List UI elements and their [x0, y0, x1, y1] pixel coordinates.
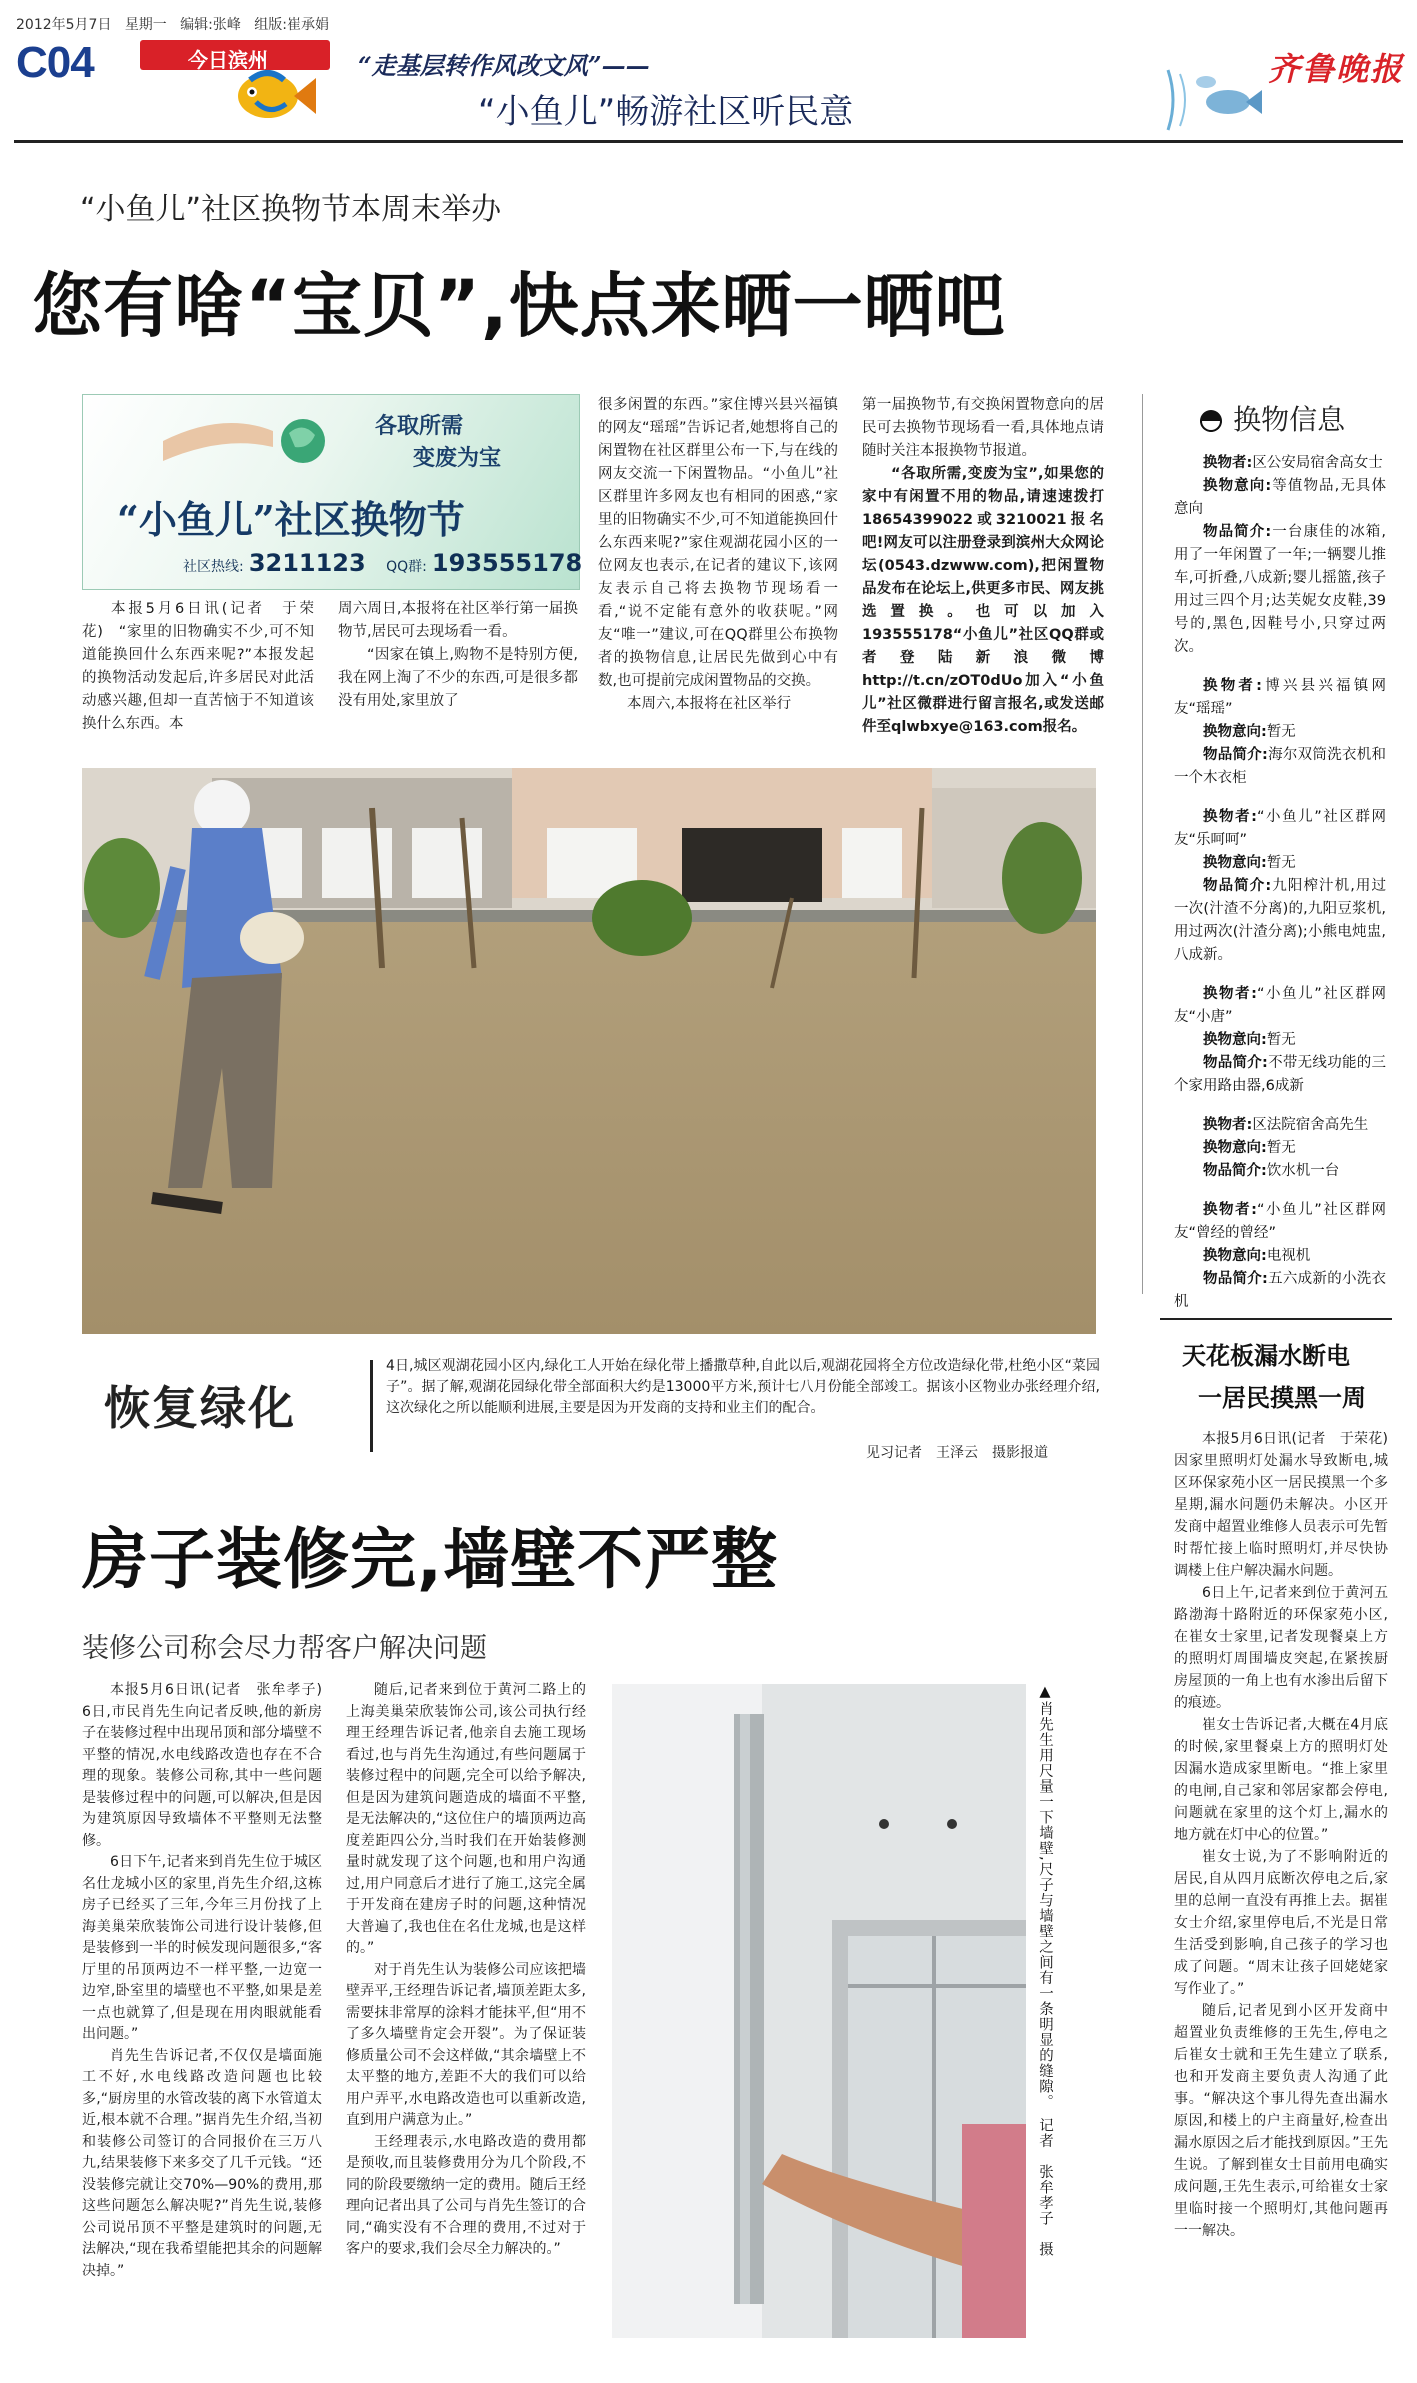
exchange-entry-value: 博兴县兴福镇网友“瑶瑶” [1174, 678, 1386, 717]
paragraph: 崔女士说,为了不影响附近的居民,自从四月底断次停电之后,家里的总闸一直没有再推上去。据崔女士介绍,家里停电后,不光是日常生活受到影响,自己孩子的学习也成了问题。“周末让孩子回姥姥家写作业了。” [1174, 1849, 1388, 1997]
exchange-entry-label: 换物者: [1203, 1117, 1253, 1133]
paragraph: 王经理表示,水电路改造的费用都是预收,而且装修费用分为几个阶段,不同的阶段要缴纳一定的费用。随后王经理向记者出具了公司与肖先生签订的合同,“确实没有不合理的费用,不过对于客户的要求,我们会尽全力解决的。” [346, 2133, 586, 2257]
paragraph: 本周六,本报将在社区举行 [627, 696, 792, 712]
paragraph: 很多闲置的东西。”家住博兴县兴福镇的网友“瑶瑶”告诉记者,她想将自己的闲置物在社区群里公布一下,与在线的网友交流一下闲置物品。“小鱼儿”社区群里许多网友也有相同的困惑,“家里的旧物确实不少,可不知道能换回什么东西来呢?”家住观湖花园小区的一位网友也表示,在记者的建议下,该网友表示自己将去换物节现场看一看,“说不定能有意外的收获呢。”网友“唯一”建议,可在QQ群里公布换物者的换物信息,让居民先做到心中有数,也可提前完成闲置物品的交换。 [598, 397, 838, 689]
exchange-info-title: 换物信息 [1233, 403, 1346, 436]
exchange-entry-line [1174, 852, 1386, 875]
exchange-entry-value: 五六成新的小洗衣机 [1174, 1271, 1386, 1310]
exchange-entry-value: 暂无 [1266, 1140, 1296, 1156]
paragraph: “各取所需,变废为宝”,如果您的家中有闲置不用的物品,请速速拨打18654399022或3210021报名吧!网友可以注册登录到滨州大众网论坛(0543.dzwww.com),把闲置物品发布在论坛上,供更多市民、网友挑选置换。也可以加入193555178“小鱼儿”社区QQ群或者登陆新浪微博http://t.cn/zOT0dUo加入“小鱼儿”社区微群进行留言报名,或发送邮件至qlwbxye@163.com报名。 [862, 466, 1104, 735]
sidebar-bottom-rule [1160, 1318, 1392, 1320]
exchange-entry-value: 区法院宿舍高先生 [1252, 1117, 1369, 1133]
paragraph: 随后,记者见到小区开发商中超置业负责维修的王先生,停电之后崔女士就和王先生建立了联系,也和开发商主要负责人沟通了此事。“解决这个事儿得先查出漏水原因,和楼上的户主商量好,检查出漏水原因之后才能找到原因。”王先生说。了解到崔女士目前用电确实成问题,王先生表示,可给崔女士家里临时接一个照明灯,其他问题再一一解决。 [1174, 2003, 1388, 2239]
hands-globe-icon [163, 401, 333, 481]
exchange-entry-line [1174, 452, 1386, 475]
exchange-entry-value: “小鱼儿”社区群网友“小唐” [1174, 986, 1386, 1025]
exchange-entry-value: 一台康佳的冰箱,用了一年闲置了一年;一辆婴儿推车,可折叠,八成新;婴儿摇篮,孩子用过三四个月;达芙妮女皮鞋,39号的,黑色,因鞋号小,只穿过两次。 [1174, 524, 1386, 655]
qq-label: QQ群: [386, 559, 427, 575]
wall-measurement-illustration [612, 1684, 1026, 2338]
sidebar-story-headline-2: 一居民摸黑一周 [1198, 1384, 1366, 1412]
exchange-entry [1174, 1199, 1386, 1314]
feature-credit: 见习记者 王泽云 摄影报道 [866, 1445, 1048, 1461]
exchange-entry-line [1174, 1160, 1386, 1183]
exchange-entry-value: 不带无线功能的三个家用路由器,6成新 [1174, 1055, 1386, 1094]
paragraph: 周六周日,本报将在社区举行第一届换物节,居民可去现场看一看。 [338, 601, 578, 640]
exchange-entry-line [1174, 875, 1386, 967]
decorative-fish-icon [1158, 60, 1278, 140]
paragraph: 崔女士告诉记者,大概在4月底的时候,家里餐桌上方的照明灯处因漏水造成家里断电。“推上家里的电闸,自己家和邻居家都会停电,问题就在家里的这个灯上,漏水的地方就在灯中心的位置。” [1174, 1717, 1388, 1843]
feature-title-rule [370, 1360, 373, 1452]
exchange-entry-label: 换物意向: [1203, 855, 1267, 871]
exchange-entry-label: 物品简介: [1203, 1163, 1267, 1179]
article1-column-4 [862, 394, 1104, 739]
exchange-entry-line [1174, 1199, 1386, 1245]
exchange-entry-value: 海尔双筒洗衣机和一个木衣柜 [1174, 747, 1386, 786]
exchange-entry-value: 区公安局宿舍高女士 [1252, 455, 1383, 471]
greening-photo [82, 768, 1096, 1334]
section-name: 今日滨州 [188, 48, 268, 72]
sidebar-divider [1142, 394, 1143, 1294]
exchange-entry-value: 暂无 [1266, 724, 1296, 740]
slogan-main: “小鱼儿”畅游社区听民意 [478, 92, 854, 132]
paragraph: 6日上午,记者来到位于黄河五路渤海十路附近的环保家苑小区,在崔女士家里,记者发现餐桌上方的照明灯周围墙皮突起,在紧挨厨房屋顶的一角上也有水渗出后留下的痕迹。 [1174, 1585, 1388, 1711]
banner-slogan-1: 各取所需 [375, 413, 464, 439]
paragraph: 随后,记者来到位于黄河二路上的上海美巢荣欣装饰公司,该公司执行经理王经理告诉记者,他亲自去施工现场看过,也与肖先生沟通过,有些问题属于装修过程中的问题,完全可以给予解决,但是因为建筑问题造成的墙面不平整,是无法解决的,“这位住户的墙顶两边高度差距四公分,当时我们在开始装修测量时就发现了这个问题,也和用户沟通过,用户同意后才进行了施工,这完全属于开发商在建房子时的问题,这种情况大普遍了,我也住在名仕龙城,也是这样的。” [346, 1682, 586, 1956]
exchange-entry-line [1174, 744, 1386, 790]
masthead [0, 0, 1417, 140]
exchange-entry-line [1174, 1245, 1386, 1268]
banner-contact [183, 549, 582, 577]
qq-number: 193555178 [431, 549, 583, 577]
banner-title: “小鱼儿”社区换物节 [117, 497, 465, 542]
exchange-entry-value: 饮水机一台 [1266, 1163, 1340, 1179]
article1-kicker: “小鱼儿”社区换物节本周末举办 [80, 192, 502, 227]
exchange-entry-label: 换物意向: [1203, 724, 1267, 740]
exchange-entry-line [1174, 1137, 1386, 1160]
article1-column-1 [82, 598, 314, 736]
exchange-entry-label: 换物意向: [1203, 1140, 1267, 1156]
exchange-entry-value: “小鱼儿”社区群网友“乐呵呵” [1174, 809, 1386, 848]
exchange-entry-line [1174, 1052, 1386, 1098]
exchange-entry [1174, 1114, 1386, 1183]
exchange-entry-line [1174, 521, 1386, 659]
slogan-top: “走基层转作风改文风”—— [358, 51, 650, 80]
sidebar-story-headline-1: 天花板漏水断电 [1182, 1342, 1350, 1370]
exchange-entry-label: 换物者: [1203, 1202, 1257, 1218]
paragraph: “因家在镇上,购物不是特别方便,我在网上淘了不少的东西,可是很多都没有用处,家里放了 [338, 647, 578, 709]
banner-slogan-2: 变废为宝 [413, 445, 502, 471]
masthead-divider [14, 140, 1403, 143]
feature-caption: 4日,城区观湖花园小区内,绿化工人开始在绿化带上播撒草种,自此以后,观湖花园将全方位改造绿化带,杜绝小区“菜园子”。据了解,观湖花园绿化带全部面积大约是13000平方米,预计七八月份能全部竣工。据该小区物业办张经理介绍,这次绿化之所以能顺利进展,主要是因为开发商的支持和业主们的配合。 [386, 1358, 1100, 1416]
paragraph: 本报5月6日讯(记者 于荣花) “家里的旧物确实不少,可不知道能换回什么东西来呢?”本报发起的换物活动发起后,许多居民对此活动感兴趣,但却一直苦恼于不知道该换什么东西。本 [82, 601, 314, 732]
exchange-entry-label: 换物意向: [1203, 1032, 1267, 1048]
exchange-entry-value: 电视机 [1266, 1248, 1311, 1264]
exchange-entry [1174, 452, 1386, 659]
exchange-entry-line [1174, 475, 1386, 521]
exchange-entry-line [1174, 675, 1386, 721]
exchange-entry-line [1174, 721, 1386, 744]
feature-title: 恢复绿化 [104, 1381, 296, 1435]
exchange-entry-label: 物品简介: [1203, 1271, 1268, 1287]
article1-headline: 您有啥“宝贝”,快点来晒一晒吧 [32, 265, 1006, 347]
exchange-entry-label: 物品简介: [1203, 524, 1272, 540]
hotline-label: 社区热线: [183, 559, 244, 575]
paragraph: 本报5月6日讯(记者 于荣花) 因家里照明灯处漏水导致断电,城区环保家苑小区一居民摸黑一个多星期,漏水问题仍未解决。小区开发商中超置业维修人员表示可先暂时帮忙接上临时照明灯,并尽快协调楼上住户解决漏水问题。 [1174, 1431, 1402, 1579]
exchange-entry-label: 物品简介: [1203, 1055, 1268, 1071]
editor-credit: 编辑:张峰 [180, 17, 241, 33]
exchange-entry-value: “小鱼儿”社区群网友“曾经的曾经” [1174, 1202, 1386, 1241]
sidebar-story-body [1174, 1428, 1402, 2242]
exchange-entry-label: 换物意向: [1203, 1248, 1267, 1264]
exchange-entry [1174, 806, 1386, 967]
exchange-entry-label: 物品简介: [1203, 878, 1272, 894]
date-bar [16, 14, 329, 34]
exchange-entry-value: 暂无 [1266, 855, 1296, 871]
exchange-info-icon [1200, 410, 1222, 432]
wall-photo [612, 1684, 1026, 2338]
article2-headline: 房子装修完,墙壁不严整 [82, 1521, 779, 1598]
paragraph: 本报5月6日讯(记者 张牟孝子) 6日,市民肖先生向记者反映,他的新房子在装修过程中出现吊顶和部分墙壁不平整的情况,水电线路改造也存在不合理的现象。装修公司称,其中一些问题是装修过程中的问题,可以解决,但是因为建筑原因导致墙体不平整则无法整修。 [82, 1682, 336, 1849]
exchange-entry-line [1174, 983, 1386, 1029]
wall-photo-caption: ▲肖先生用尺量一下墙壁,尺子与墙壁之间有一条明显的缝隙。 记者 张牟孝子 摄 [1037, 1684, 1053, 2258]
exchange-entry-label: 换物者: [1203, 809, 1257, 825]
paragraph: 肖先生告诉记者,不仅仅是墙面施工不好,水电线路改造问题也比较多,“厨房里的水管改装的离下水管道太近,根本就不合理。”据肖先生介绍,当初和装修公司签订的合同报价在三万八九,结果装修下来多交了几千元钱。“还没装修完就让交70%—90%的费用,那这些问题怎么解决呢?”肖先生说,装修公司说吊顶不平整是建筑时的问题,无法解决,“现在我希望能把其余的问题解决掉。” [82, 2047, 322, 2279]
exchange-entry-line [1174, 1114, 1386, 1137]
article2-column-1 [82, 1680, 336, 2282]
page-code: C04 [16, 38, 94, 87]
exchange-info-list [1174, 452, 1386, 1330]
greening-scene-illustration [82, 768, 1096, 1334]
exchange-entry [1174, 983, 1386, 1098]
exchange-entry-line [1174, 806, 1386, 852]
layout-credit: 组版:崔承娟 [254, 17, 329, 33]
paragraph: 对于肖先生认为装修公司应该把墙壁弄平,王经理告诉记者,墙顶差距太多,需要抹非常厚的涂料才能抹平,但“用不了多久墙壁肯定会开裂”。为了保证装修质量公司不会这样做,“其余墙壁上不太平整的地方,差距不大的我们可以给用户弄平,水电路改造也可以重新改造,直到用户满意为止。” [346, 1961, 586, 2128]
exchange-info-header [1200, 398, 1345, 438]
exchange-banner [82, 394, 583, 590]
article1-column-2 [338, 598, 578, 713]
article2-column-2 [346, 1680, 586, 2261]
weekday: 星期一 [124, 17, 167, 33]
exchange-entry-value: 九阳榨汁机,用过一次(汁渣不分离)的,九阳豆浆机,用过两次(汁渣分离);小熊电炖盅,八成新。 [1174, 878, 1386, 963]
exchange-entry-label: 换物者: [1203, 455, 1253, 471]
exchange-entry-value: 暂无 [1266, 1032, 1296, 1048]
hotline-number: 3211123 [248, 549, 366, 577]
exchange-entry-line [1174, 1268, 1386, 1314]
exchange-entry-line [1174, 1029, 1386, 1052]
exchange-entry-label: 换物者: [1203, 678, 1262, 694]
paragraph: 第一届换物节,有交换闲置物意向的居民可去换物节现场看一看,具体地点请随时关注本报换物节报道。 [862, 397, 1104, 459]
paragraph: 6日下午,记者来到肖先生位于城区名仕龙城小区的家里,肖先生介绍,这栋房子已经买了三年,今年三月份找了上海美巢荣欣装饰公司进行设计装修,但是装修到一半的时候发现问题很多,“客厅里的吊顶两边不一样平整,一边宽一边窄,卧室里的墙壁也不平整,如果是差一点也就算了,但是现在用肉眼就能看出问题。” [82, 1854, 322, 2042]
exchange-entry-label: 换物意向: [1203, 478, 1272, 494]
exchange-entry-value: 等值物品,无具体意向 [1174, 478, 1386, 517]
article1-column-3 [598, 394, 838, 716]
article2-subhead: 装修公司称会尽力帮客户解决问题 [82, 1633, 487, 1664]
fish-logo-icon [228, 58, 318, 128]
exchange-entry-label: 换物者: [1203, 986, 1257, 1002]
date-line: 2012年5月7日 [16, 17, 112, 33]
brand-logo: 齐鲁晚报 [1268, 50, 1405, 88]
exchange-entry-label: 物品简介: [1203, 747, 1268, 763]
exchange-entry [1174, 675, 1386, 790]
